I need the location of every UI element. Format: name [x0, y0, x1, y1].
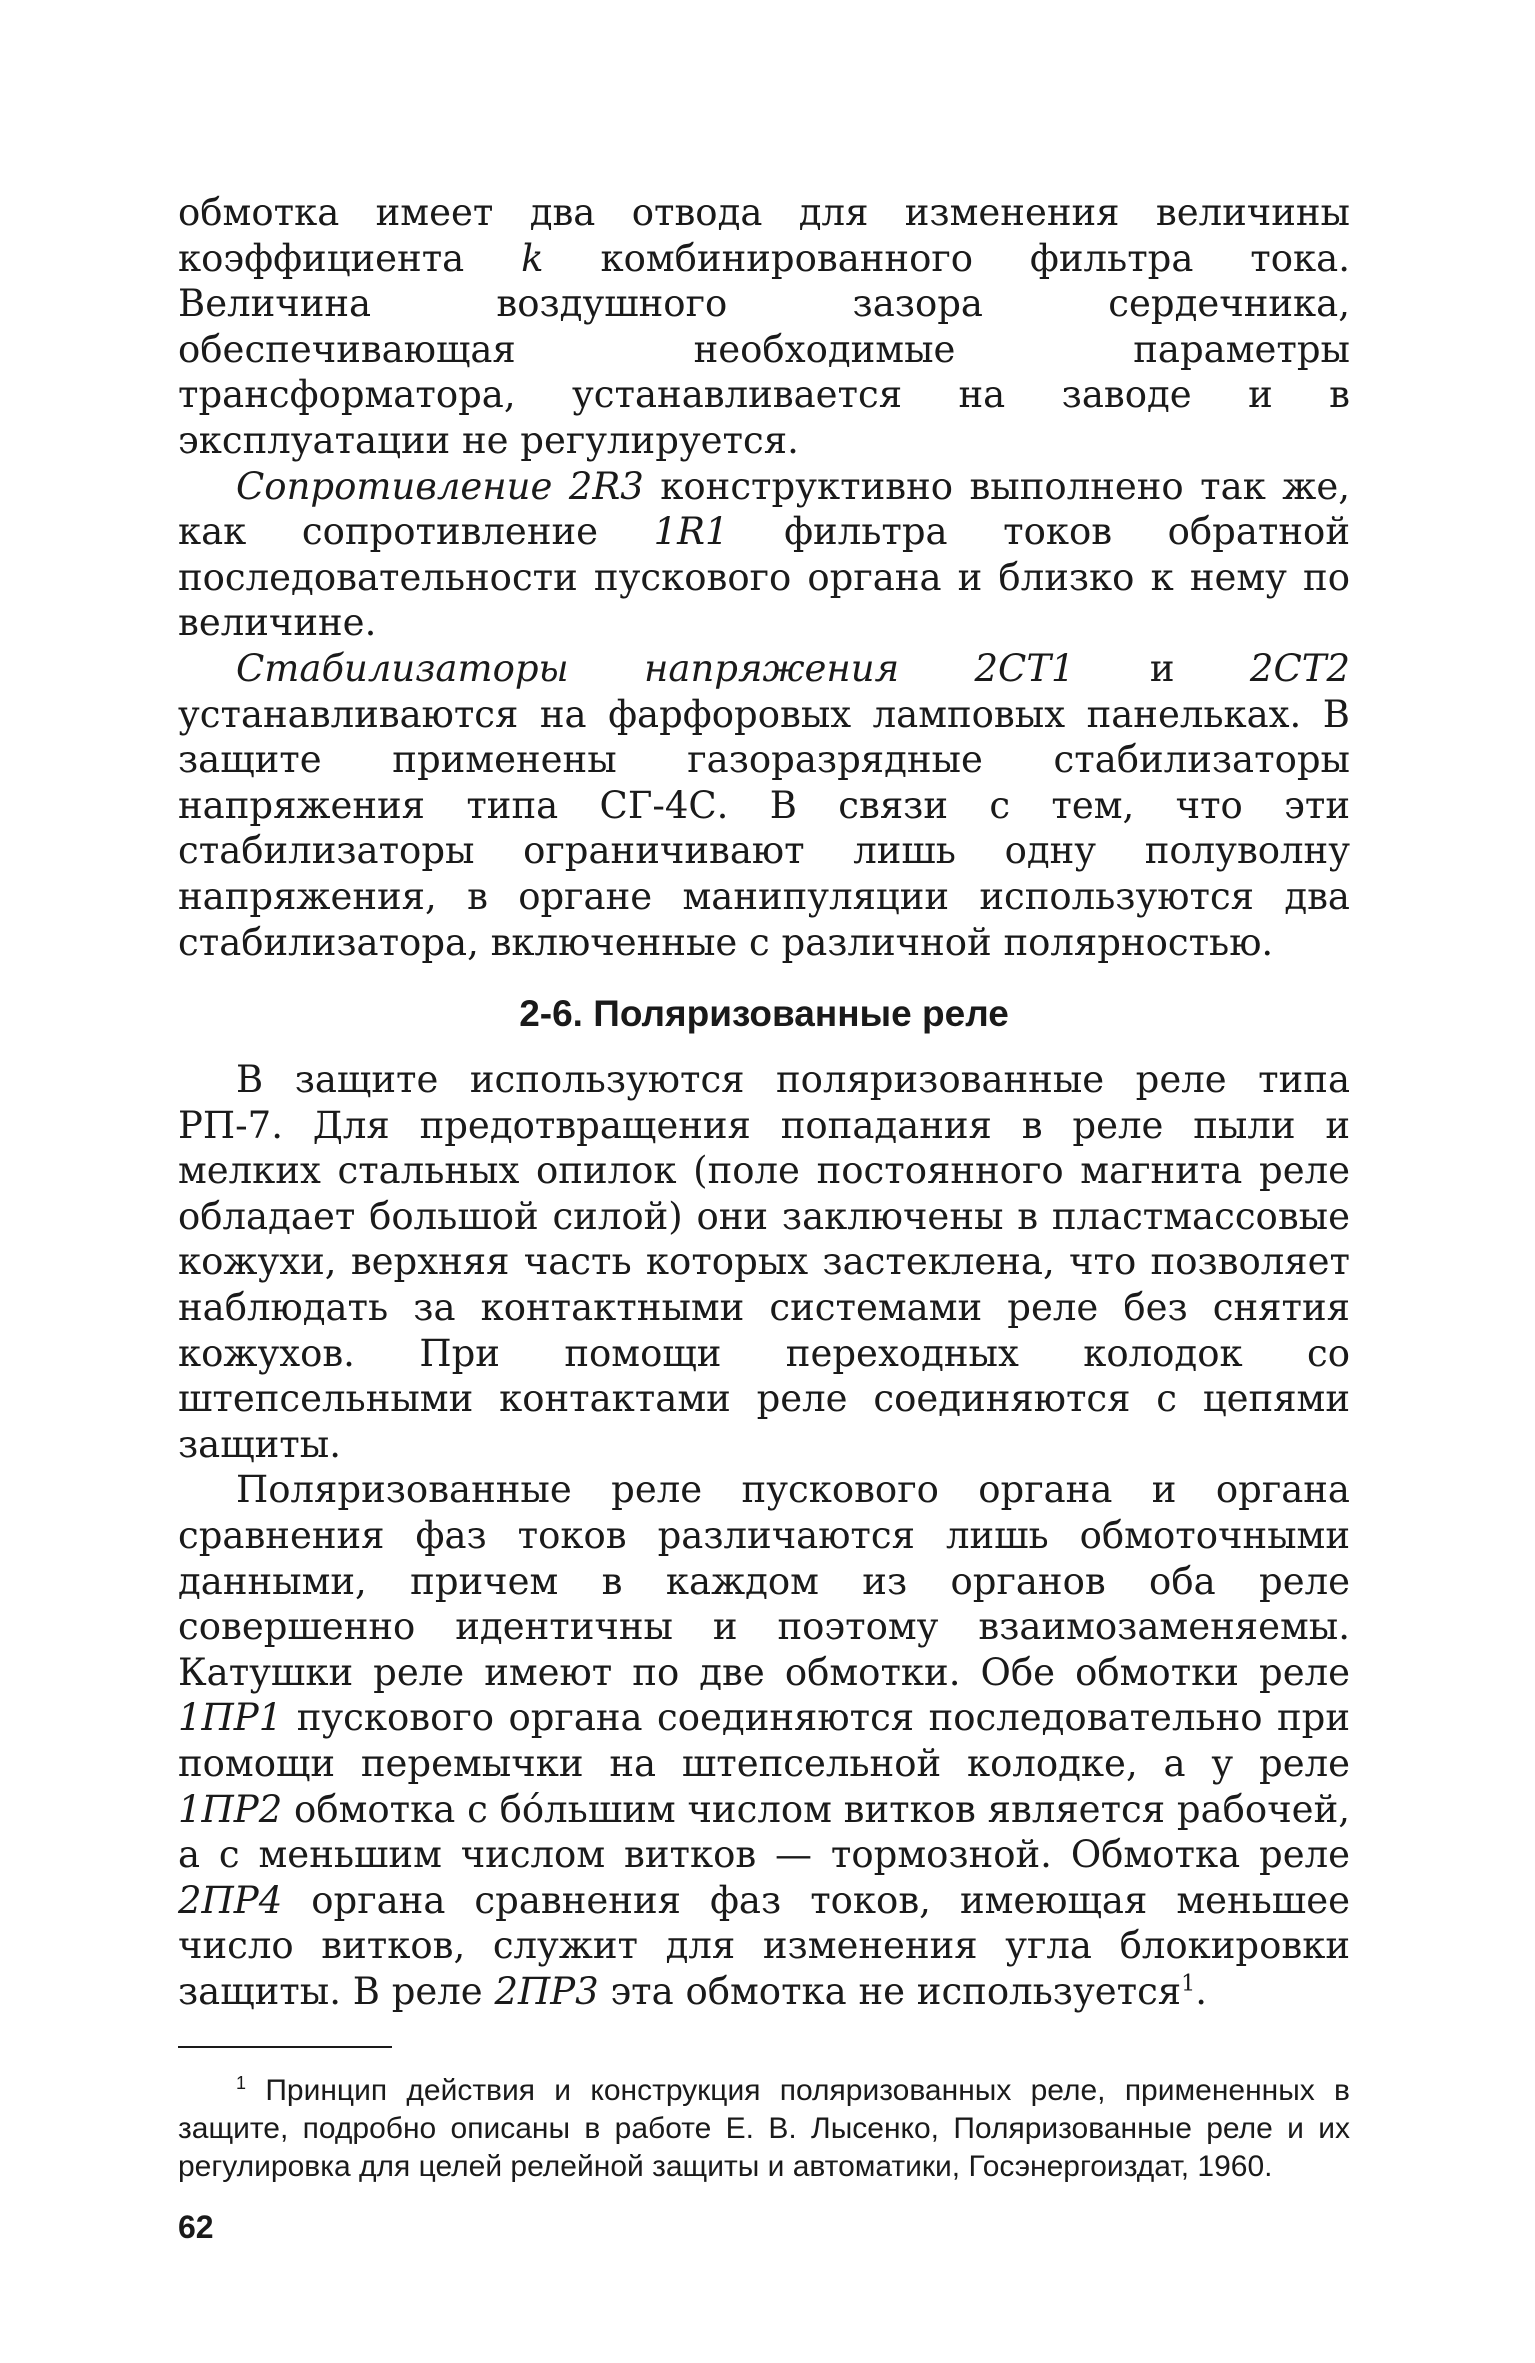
ref-2pr4: 2ПР4: [178, 1878, 283, 1922]
term-resistance-2r3: Сопротивление 2R3: [236, 464, 644, 508]
footnote-reference: 1: [1181, 1970, 1196, 1997]
term-stabilizer-2ct2: 2СТ2: [1249, 646, 1350, 690]
footnote-mark: 1: [236, 2072, 247, 2093]
paragraph-polarized-relays: В защите используются поляризованные реле типа РП-7. Для предотвращения попадания в реле пыли и мелких стальных опилок (поле постоянного магнита реле обладает большой силой) они заключены в пластмассовые кожухи, верхняя часть которых застеклена, что позволяет наблюдать за контактными системами реле без снятия кожухов. При помощи переходных колодок со штепсельными контактами реле соединяются с цепями защиты.: [178, 1058, 1350, 1466]
section-heading: 2-6. Поляризованные реле: [519, 993, 1009, 1035]
term-stabilizers-2ct1: Стабилизаторы напряжения 2СТ1: [236, 646, 1075, 690]
paragraph-relay-windings: Поляризованные реле пускового органа и органа сравнения фаз токов различаются лишь обмоточными данными, причем в каждом из органов оба реле совершенно идентичны и поэтому взаимозаменяемы. Катушки реле имеют по две обмотки. Обе обмотки реле 1ПР1 пускового органа соединяются последовательно при помощи перемычки на штепсельной колодке, а у реле 1ПР2 обмотка с бо́льшим числом витков является рабочей, а с меньшим числом витков — тормозной. Обмотка реле 2ПР4 органа сравнения фаз токов, имеющая меньшее число витков, служит для изменения угла блокировки защиты. В реле 2ПР3 эта обмотка не используется$^1$.: [178, 1468, 1350, 2013]
footnote-divider: [178, 2046, 392, 2048]
ref-1r1: 1R1: [653, 510, 729, 554]
ref-1pr1: 1ПР1: [178, 1696, 283, 1740]
paragraph-resistance-2r3: Сопротивление 2R3 конструктивно выполнено так же, как сопротивление 1R1 фильтра токов обратной последовательности пускового органа и близко к нему по величине.: [178, 464, 1350, 645]
paragraph-transformer-winding: обмотка имеет два отвода для изменения величины коэффициента k комбинированного фильтра тока. Величина воздушного зазора сердечника, обеспечивающая необходимые параметры трансформатора, устанавливается на заводе и в эксплуатации не регулируется.: [178, 191, 1350, 462]
paragraph-voltage-stabilizers: Стабилизаторы напряжения 2СТ1 и 2СТ2 устанавливаются на фарфоровых ламповых панельках. В защите применены газоразрядные стабилизаторы напряжения типа СГ-4С. В связи с тем, что эти стабилизаторы ограничивают лишь одну полуволну напряжения, в органе манипуляции используются два стабилизатора, включенные с различной полярностью.: [178, 646, 1350, 964]
page-number: 62: [178, 2208, 214, 2245]
coefficient-k: k: [521, 236, 544, 280]
ref-1pr2: 1ПР2: [178, 1787, 283, 1831]
footnote: $^1$ Принцип действия и конструкция поляризованных реле, примененных в защите, подробно описаны в работе Е. В. Лысенко, Поляризованные реле и их регулировка для целей релейной защиты и автоматики, Госэнергоиздат, 1960.: [178, 2072, 1350, 2183]
book-page: [178, 190, 1350, 2246]
ref-2pr3: 2ПР3: [494, 1969, 599, 2013]
